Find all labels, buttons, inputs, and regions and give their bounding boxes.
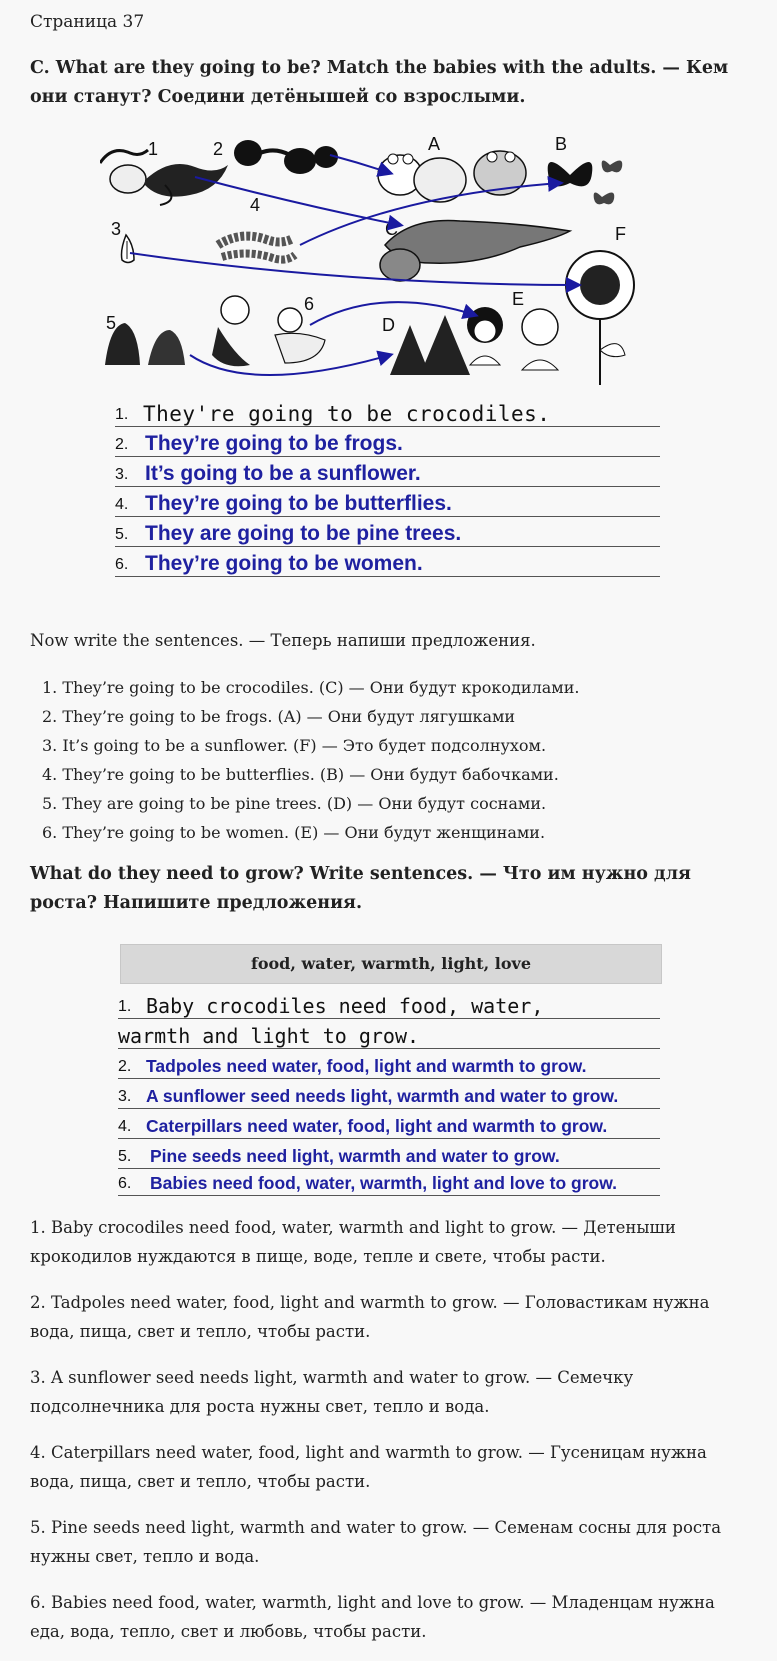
paragraph-3: 3. A sunflower seed needs light, warmth and water to grow. — Семечку подсолнечника для роста нужны свет, тепло и вода. xyxy=(30,1368,634,1416)
line-number: 1. xyxy=(118,998,132,1015)
label-a: A xyxy=(428,135,441,154)
answer-line-3 xyxy=(118,1079,660,1109)
answer-line-3 xyxy=(115,457,660,487)
blue-answer: Tadpoles need water, food, light and warmth to grow. xyxy=(146,1056,587,1076)
label-2: 2 xyxy=(213,139,224,159)
line-number: 4. xyxy=(115,496,129,513)
list-item: 3. It’s going to be a sunflower. (F) — Это будет подсолнухом. xyxy=(42,736,547,755)
sentences-list xyxy=(42,673,579,847)
line-number: 2. xyxy=(115,436,129,453)
exercise-2-lines xyxy=(118,990,660,1196)
blue-answer: They’re going to be frogs. xyxy=(145,432,403,455)
line-number: 5. xyxy=(118,1148,132,1165)
label-c: C xyxy=(385,219,398,239)
blue-answer: Babies need food, water, warmth, light and love to grow. xyxy=(150,1173,618,1193)
blue-answer: They’re going to be butterflies. xyxy=(145,492,452,515)
paragraph-6: 6. Babies need food, water, warmth, light and love to grow. — Младенцам нужна еда, вода, тепло, свет и любовь, чтобы расти. xyxy=(30,1593,715,1641)
pine-cones-drawing xyxy=(105,323,185,365)
handwritten-answer: warmth and light to grow. xyxy=(118,1024,420,1048)
label-6: 6 xyxy=(304,294,315,314)
label-3: 3 xyxy=(111,219,122,239)
list-item: 6. They’re going to be women. (E) — Они будут женщинами. xyxy=(42,823,546,842)
answer-line-2 xyxy=(115,427,660,457)
now-write-instruction: Now write the sentences. — Теперь напиши предложения. xyxy=(30,631,536,650)
list-item: 5. They are going to be pine trees. (D) — Они будут соснами. xyxy=(42,794,547,813)
task-c-heading: C. What are they going to be? Match the babies with the adults. — Кем они станут? Соедини детёнышей со взрослыми. xyxy=(30,58,729,107)
tadpoles-drawing xyxy=(234,140,338,174)
paragraph-2: 2. Tadpoles need water, food, light and warmth to grow. — Головастикам нужна вода, пища, свет и тепло, чтобы расти. xyxy=(30,1293,710,1341)
list-item: 1. They’re going to be crocodiles. (C) — Они будут крокодилами. xyxy=(42,678,580,697)
answer-line-1a xyxy=(118,990,660,1019)
grow-heading: What do they need to grow? Write sentences. — Что им нужно для роста? Напишите предложения. xyxy=(30,864,691,913)
sunflower-seed-drawing xyxy=(122,235,135,263)
label-1: 1 xyxy=(148,139,159,159)
label-b: B xyxy=(555,135,568,154)
paragraph-4: 4. Caterpillars need water, food, light and warmth to grow. — Гусеницам нужна вода, пища, свет и тепло, чтобы расти. xyxy=(30,1443,707,1491)
caterpillars-drawing xyxy=(218,236,295,259)
blue-answer: They are going to be pine trees. xyxy=(145,522,462,545)
word-box: food, water, warmth, light, love xyxy=(120,944,662,984)
answer-line-5 xyxy=(118,1139,660,1169)
label-d: D xyxy=(382,315,395,335)
line-number: 1. xyxy=(115,406,129,423)
women-drawing xyxy=(467,307,558,370)
sunflower-drawing xyxy=(566,251,634,385)
crocodile-drawing xyxy=(380,221,570,282)
label-e: E xyxy=(512,289,525,309)
pine-trees-drawing xyxy=(390,315,470,375)
blue-answer: Caterpillars need water, food, light and warmth to grow. xyxy=(146,1116,608,1136)
handwritten-answer: They're going to be crocodiles. xyxy=(143,402,551,426)
paragraph-1: 1. Baby crocodiles need food, water, warmth and light to grow. — Детеныши крокодилов нуждаются в пище, воде, тепле и свете, чтобы расти. xyxy=(30,1218,676,1266)
line-number: 4. xyxy=(118,1118,132,1135)
label-4: 4 xyxy=(250,195,261,215)
blue-answer: It’s going to be a sunflower. xyxy=(145,462,421,485)
answer-line-1b xyxy=(118,1019,660,1049)
label-f: F xyxy=(615,224,626,244)
paragraph-5: 5. Pine seeds need light, warmth and water to grow. — Семенам сосны для роста нужны свет, тепло и вода. xyxy=(30,1518,722,1566)
label-5: 5 xyxy=(106,313,117,333)
blue-answer: Pine seeds need light, warmth and water to grow. xyxy=(150,1146,560,1166)
answer-line-6 xyxy=(118,1169,660,1196)
frogs-drawing xyxy=(378,151,526,202)
answer-line-2 xyxy=(118,1049,660,1079)
list-item: 2. They’re going to be frogs. (A) — Они будут лягушками xyxy=(42,707,516,726)
blue-answer: A sunflower seed needs light, warmth and water to grow. xyxy=(146,1086,619,1106)
line-number: 3. xyxy=(115,466,129,483)
answer-line-1 xyxy=(115,397,660,427)
baby-crocodile-drawing xyxy=(100,150,228,205)
page-title: Страница 37 xyxy=(30,12,145,32)
exercise-1-lines xyxy=(115,397,660,577)
arrow-3-f xyxy=(130,253,578,285)
answer-line-5 xyxy=(115,517,660,547)
list-item: 4. They’re going to be butterflies. (B) — Они будут бабочками. xyxy=(42,765,559,784)
answer-line-6 xyxy=(115,547,660,577)
handwritten-answer: Baby crocodiles need food, water, xyxy=(146,994,544,1018)
line-number: 6. xyxy=(115,556,129,573)
line-number: 3. xyxy=(118,1088,132,1105)
answer-line-4 xyxy=(115,487,660,517)
line-number: 2. xyxy=(118,1058,132,1075)
blue-answer: They’re going to be women. xyxy=(145,552,423,575)
line-number: 6. xyxy=(118,1175,132,1192)
answer-line-4 xyxy=(118,1109,660,1139)
line-number: 5. xyxy=(115,526,129,543)
matching-illustration xyxy=(100,135,680,405)
